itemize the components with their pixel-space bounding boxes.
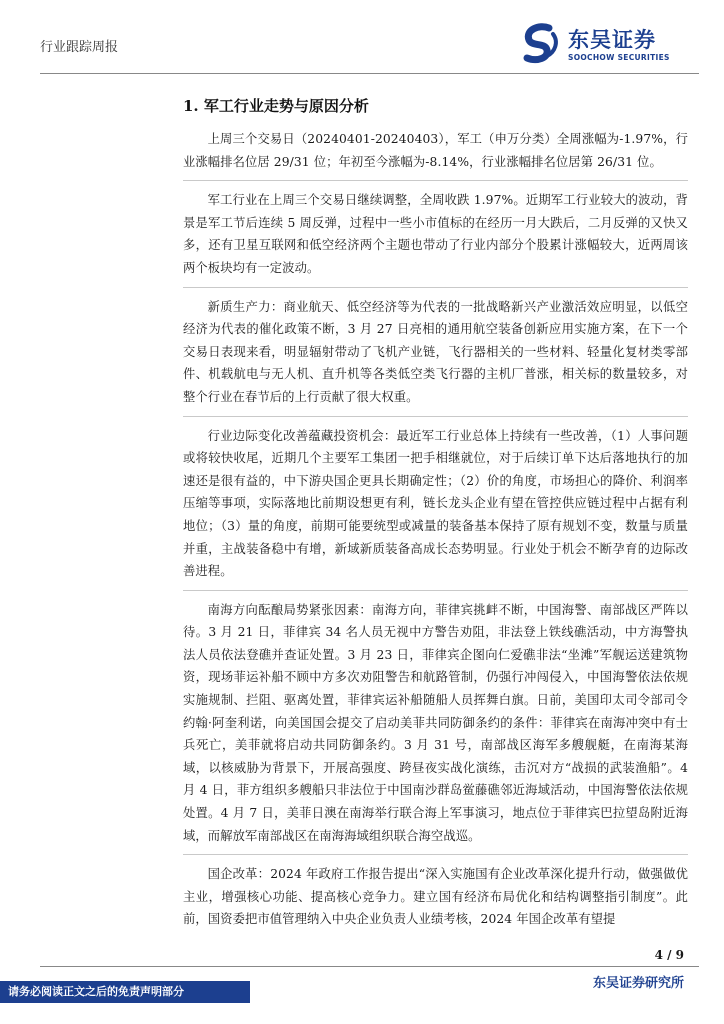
paragraph-divider bbox=[183, 180, 688, 181]
header-divider bbox=[40, 73, 699, 74]
logo-english-name: SOOCHOW SECURITIES bbox=[568, 53, 670, 62]
paragraph-market-review: 军工行业在上周三个交易日继续调整，全周收跌 1.97%。近期军工行业较大的波动，背景是军工节后连续 5 周反弹，过程中一些小市值标的在经历一月大跌后，二月反弹的又快又多，还有卫星互联网和低空经济两个主题也带动了行业内部分个股累计涨幅较大，近两周该两个板块均有一定波动。 bbox=[183, 193, 688, 275]
paragraph-new-productivity: 新质生产力：商业航天、低空经济等为代表的一批战略新兴产业激活效应明显，以低空经济为代表的催化政策不断，3 月 27 日亮相的通用航空装备创新应用实施方案，在下一个交易日表现来看，明显辐射带动了飞机产业链，飞行器相关的一些材料、轻量化复材类零部件、机载航电与无人机、直升机等各类低空类飞行器的主机厂普涨，相关标的数量较多，对整个行业在春节后的上行贡献了很大权重。 bbox=[183, 299, 688, 404]
company-logo bbox=[519, 22, 699, 68]
paragraph-soe-reform: 国企改革：2024 年政府工作报告提出“深入实施国有企业改革深化提升行动，做强做优主业，增强核心功能、提高核心竞争力。建立国有经济布局优化和结构调整指引制度”。此前，国资委把市值管理纳入中央企业负责人业绩考核，2024 年国企改革有望提 bbox=[183, 867, 688, 927]
main-content bbox=[183, 128, 688, 931]
disclaimer-banner: 请务必阅读正文之后的免责声明部分 bbox=[0, 981, 250, 1003]
paragraph-performance: 上周三个交易日（20240401-20240403），军工（申万分类）全周涨幅为-1.97%，行业涨幅排名位居 29/31 位；年初至今涨幅为-8.14%，行业涨幅排名位居第 26/31 位。 bbox=[183, 132, 688, 169]
page-number: 4 / 9 bbox=[654, 948, 684, 962]
paragraph-marginal-improvement: 行业边际变化改善蕴藏投资机会：最近军工行业总体上持续有一些改善，（1）人事问题或将较快收尾，近期几个主要军工集团一把手相继就位，对于后续订单下达后落地执行的加速还是很有益的，中下游央国企更具长期确定性；（2）价的角度，市场担心的降价、利润率压缩等事项，实际落地比前期设想更有利，链长龙头企业有望在管控供应链过程中占据有利地位；（3）量的角度，前期可能要统型或减量的装备基本保持了原有规划不变，数量与质量并重，主战装备稳中有增，新域新质装备高成长态势明显。行业处于机会不断孕育的边际改善进程。 bbox=[183, 428, 688, 579]
footer-divider bbox=[40, 966, 699, 967]
header-label: 行业跟踪周报 bbox=[40, 40, 119, 55]
paragraph-south-china-sea: 南海方向酝酿局势紧张因素：南海方向，菲律宾挑衅不断，中国海警、南部战区严阵以待。3 月 21 日，菲律宾 34 名人员无视中方警告劝阻，非法登上铁线礁活动，中方海警执法人员依法登礁并查证处置。3 月 23 日，菲律宾企图向仁爱礁非法“坐滩”军舰运送建筑物资，现场菲运补船不顾中方多次劝阻警告和航路管制，仍强行冲闯侵入，中国海警依法依规实施规制、拦阻、驱离处置，菲律宾运补船随船人员挥舞白旗。日前，美国印太司令部司令约翰·阿奎利诺，向美国国会提交了启动美菲共同防御条约的条件：菲律宾在南海冲突中有士兵死亡，美菲就将启动共同防御条约。3 月 31 号，南部战区海军多艘舰艇，在南海某海域，以核威胁为背景下，开展高强度、跨昼夜实战化演练，击沉对方“战损的武装渔船”。4 月 4 日，菲方组织多艘船只非法位于中国南沙群岛鲎藤礁邻近海域活动，中国海警依法依规处置。4 月 7 日，美菲日澳在南海举行联合海上军事演习，地点位于菲律宾巴拉望岛附近海域，而解放军南部战区在南海海域组织联合海空战巡。 bbox=[183, 602, 688, 843]
paragraph-divider bbox=[183, 416, 688, 417]
logo-chinese-name: 东吴证券 bbox=[568, 28, 656, 52]
paragraph-divider bbox=[183, 287, 688, 288]
institute-name: 东吴证券研究所 bbox=[592, 976, 684, 991]
paragraph-divider bbox=[183, 854, 688, 855]
paragraph-divider bbox=[183, 590, 688, 591]
soochow-logo-icon bbox=[519, 22, 563, 66]
section-title: 1. 军工行业走势与原因分析 bbox=[183, 97, 369, 115]
